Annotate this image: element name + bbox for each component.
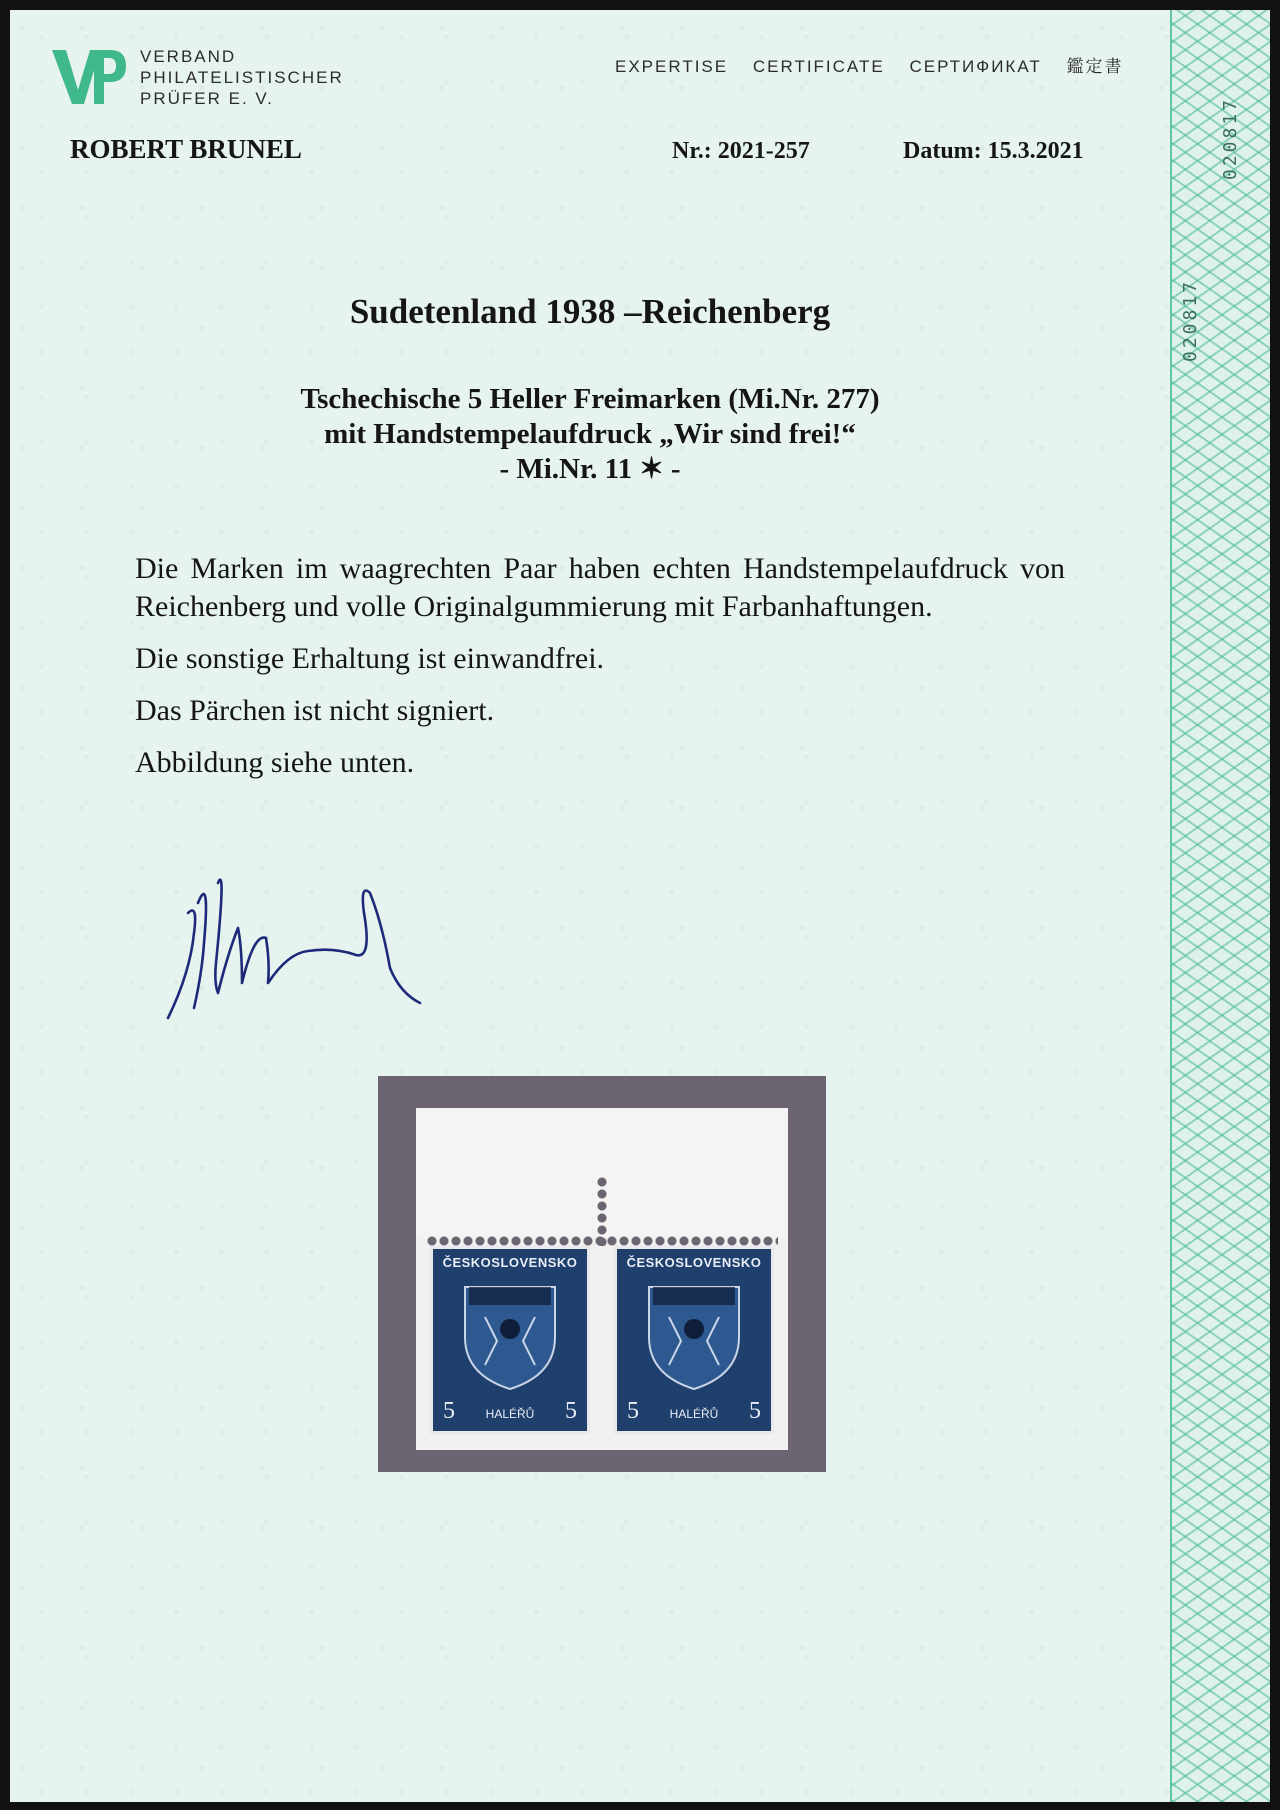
certificate-sheet bbox=[10, 10, 1270, 1802]
subheading-line: Tschechische 5 Heller Freimarken (Mi.Nr. 277) bbox=[300, 383, 880, 415]
title-russian: СЕРТИФИКАТ bbox=[909, 57, 1042, 76]
stamp-value: 5 bbox=[749, 1398, 761, 1424]
stamp-value: 5 bbox=[565, 1398, 577, 1424]
stamp-left bbox=[430, 1246, 590, 1434]
stamp-value: 5 bbox=[627, 1398, 639, 1424]
signature-line: Das Pärchen ist nicht signiert. bbox=[135, 694, 495, 727]
certificate-title bbox=[615, 52, 1123, 77]
serial-number: 020817 bbox=[1180, 278, 1201, 362]
association-line: PHILATELISTISCHER bbox=[140, 68, 344, 87]
vp-logo bbox=[48, 42, 128, 112]
title-japanese: 鑑定書 bbox=[1066, 57, 1124, 76]
certificate-subheading bbox=[10, 382, 1170, 487]
stamp-mount bbox=[378, 1076, 826, 1472]
stamp-currency: HALÉŘŮ bbox=[485, 1407, 535, 1421]
stamp-value: 5 bbox=[443, 1398, 455, 1424]
association-line: VERBAND bbox=[140, 47, 237, 66]
condition-line: Die sonstige Erhaltung ist einwandfrei. bbox=[135, 642, 605, 675]
certificate-heading: Sudetenland 1938 –Reichenberg bbox=[349, 292, 831, 331]
subheading-line: - Mi.Nr. 11 ✶ - bbox=[499, 453, 681, 485]
title-german: EXPERTISE bbox=[615, 57, 729, 76]
certificate-date: Datum: 15.3.2021 bbox=[903, 138, 1084, 164]
serial-number: 020817 bbox=[1220, 96, 1241, 180]
association-name bbox=[140, 46, 344, 109]
title-english: CERTIFICATE bbox=[752, 57, 885, 76]
security-border bbox=[1170, 10, 1270, 1802]
coat-of-arms-icon bbox=[451, 1277, 569, 1395]
condition-paragraph: Die Marken im waagrechten Paar haben echten Handstempelaufdruck von Reichenberg und volle Originalgummierung mit Farbanhaftungen. bbox=[135, 552, 1065, 623]
examiner-name: ROBERT BRUNEL bbox=[70, 134, 302, 164]
stamp-currency: HALÉŘŮ bbox=[669, 1407, 719, 1421]
stamp-pair bbox=[416, 1108, 788, 1450]
stamp-country: ČESKOSLOVENSKO bbox=[442, 1255, 578, 1270]
association-line: PRÜFER E. V. bbox=[140, 89, 274, 108]
perforation bbox=[426, 1236, 778, 1246]
illustration-line: Abbildung siehe unten. bbox=[135, 746, 415, 779]
certificate-number: Nr.: 2021-257 bbox=[672, 138, 810, 164]
stamp-right bbox=[614, 1246, 774, 1434]
subheading-line: mit Handstempelaufdruck „Wir sind frei!“ bbox=[324, 418, 856, 450]
examiner-signature bbox=[158, 843, 458, 1023]
stamp-country: ČESKOSLOVENSKO bbox=[626, 1255, 762, 1270]
coat-of-arms-icon bbox=[635, 1277, 753, 1395]
certificate-body bbox=[135, 550, 1065, 796]
